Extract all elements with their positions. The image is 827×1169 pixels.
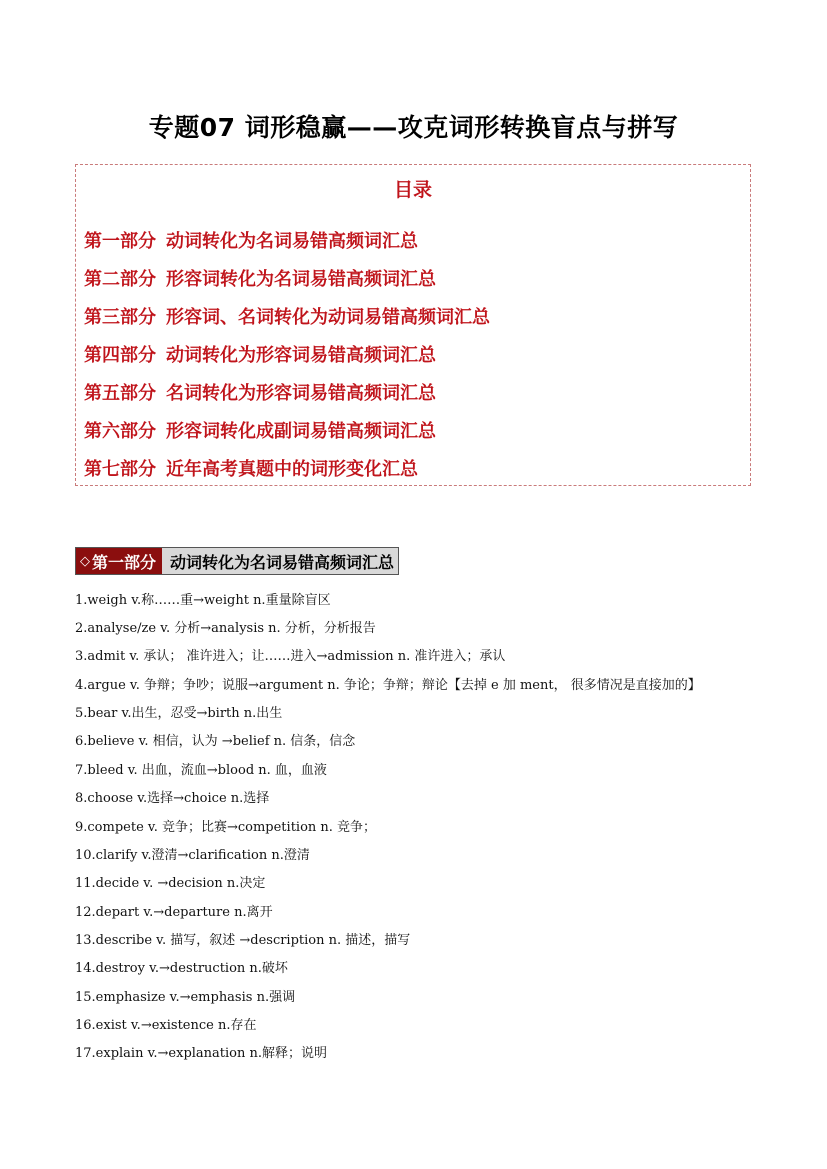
vocab-entry: 1.weigh v.称……重→weight n.重量除盲区 bbox=[75, 593, 331, 608]
toc-item-text: 名词转化为形容词易错高频词汇总 bbox=[166, 383, 436, 404]
page-title: 专题07 词形稳赢——攻克词形转换盲点与拼写 bbox=[148, 113, 679, 142]
toc-item-7[interactable] bbox=[84, 455, 418, 481]
vocab-entry: 14.destroy v.→destruction n.破坏 bbox=[75, 961, 288, 976]
toc-item-text: 形容词转化为名词易错高频词汇总 bbox=[166, 269, 436, 290]
vocab-entry: 12.depart v.→departure n.离开 bbox=[75, 905, 273, 920]
vocab-entry: 2.analyse/ze v. 分析→analysis n. 分析，分析报告 bbox=[75, 621, 376, 636]
diamond-icon: ◇ bbox=[80, 553, 90, 569]
section-label-box bbox=[76, 548, 162, 574]
vocab-entry: 8.choose v.选择→choice n.选择 bbox=[75, 791, 270, 806]
toc-item-2[interactable] bbox=[84, 265, 436, 291]
toc-item-text: 动词转化为名词易错高频词汇总 bbox=[166, 231, 418, 252]
vocab-entry: 10.clarify v.澄清→clarification n.澄清 bbox=[75, 848, 310, 863]
toc-item-part: 第三部分 bbox=[84, 307, 156, 328]
section-title: 动词转化为名词易错高频词汇总 bbox=[162, 548, 398, 574]
toc-item-4[interactable] bbox=[84, 341, 436, 367]
toc-item-part: 第一部分 bbox=[84, 231, 156, 252]
toc-item-part: 第六部分 bbox=[84, 421, 156, 442]
section-label: 第一部分 bbox=[92, 552, 157, 572]
table-of-contents bbox=[75, 164, 751, 486]
toc-item-text: 形容词转化成副词易错高频词汇总 bbox=[166, 421, 436, 442]
toc-item-part: 第七部分 bbox=[84, 459, 156, 480]
toc-item-6[interactable] bbox=[84, 417, 436, 443]
toc-heading: 目录 bbox=[393, 179, 432, 201]
vocab-entry: 13.describe v. 描写，叙述 →description n. 描述，描写 bbox=[75, 933, 411, 948]
toc-item-part: 第二部分 bbox=[84, 269, 156, 290]
toc-item-part: 第五部分 bbox=[84, 383, 156, 404]
toc-item-text: 动词转化为形容词易错高频词汇总 bbox=[166, 345, 436, 366]
vocab-entry: 16.exist v.→existence n.存在 bbox=[75, 1018, 257, 1033]
toc-item-1[interactable] bbox=[84, 227, 418, 253]
vocab-entry: 11.decide v. →decision n.决定 bbox=[75, 876, 266, 891]
vocab-entry: 6.believe v. 相信，认为 →belief n. 信条，信念 bbox=[75, 734, 356, 749]
toc-item-text: 近年高考真题中的词形变化汇总 bbox=[166, 459, 418, 480]
vocab-entry: 4.argue v. 争辩；争吵；说服→argument n. 争论；争辩；辩论【去掉 e 加 ment， 很多情况是直接加的】 bbox=[75, 678, 701, 693]
toc-item-text: 形容词、名词转化为动词易错高频词汇总 bbox=[166, 307, 490, 328]
vocab-entry: 17.explain v.→explanation n.解释；说明 bbox=[75, 1046, 328, 1061]
vocab-entry: 5.bear v.出生，忍受→birth n.出生 bbox=[75, 706, 283, 721]
section-header bbox=[75, 547, 399, 575]
vocab-entry: 7.bleed v. 出血，流血→blood n. 血，血液 bbox=[75, 763, 327, 778]
vocab-entry: 3.admit v. 承认； 准许进入；让……进入→admission n. 准许进入；承认 bbox=[75, 649, 506, 664]
vocab-entry: 15.emphasize v.→emphasis n.强调 bbox=[75, 990, 296, 1005]
toc-item-3[interactable] bbox=[84, 303, 490, 329]
toc-item-part: 第四部分 bbox=[84, 345, 156, 366]
toc-item-5[interactable] bbox=[84, 379, 436, 405]
vocab-entry: 9.compete v. 竞争；比赛→competition n. 竞争； bbox=[75, 820, 377, 835]
